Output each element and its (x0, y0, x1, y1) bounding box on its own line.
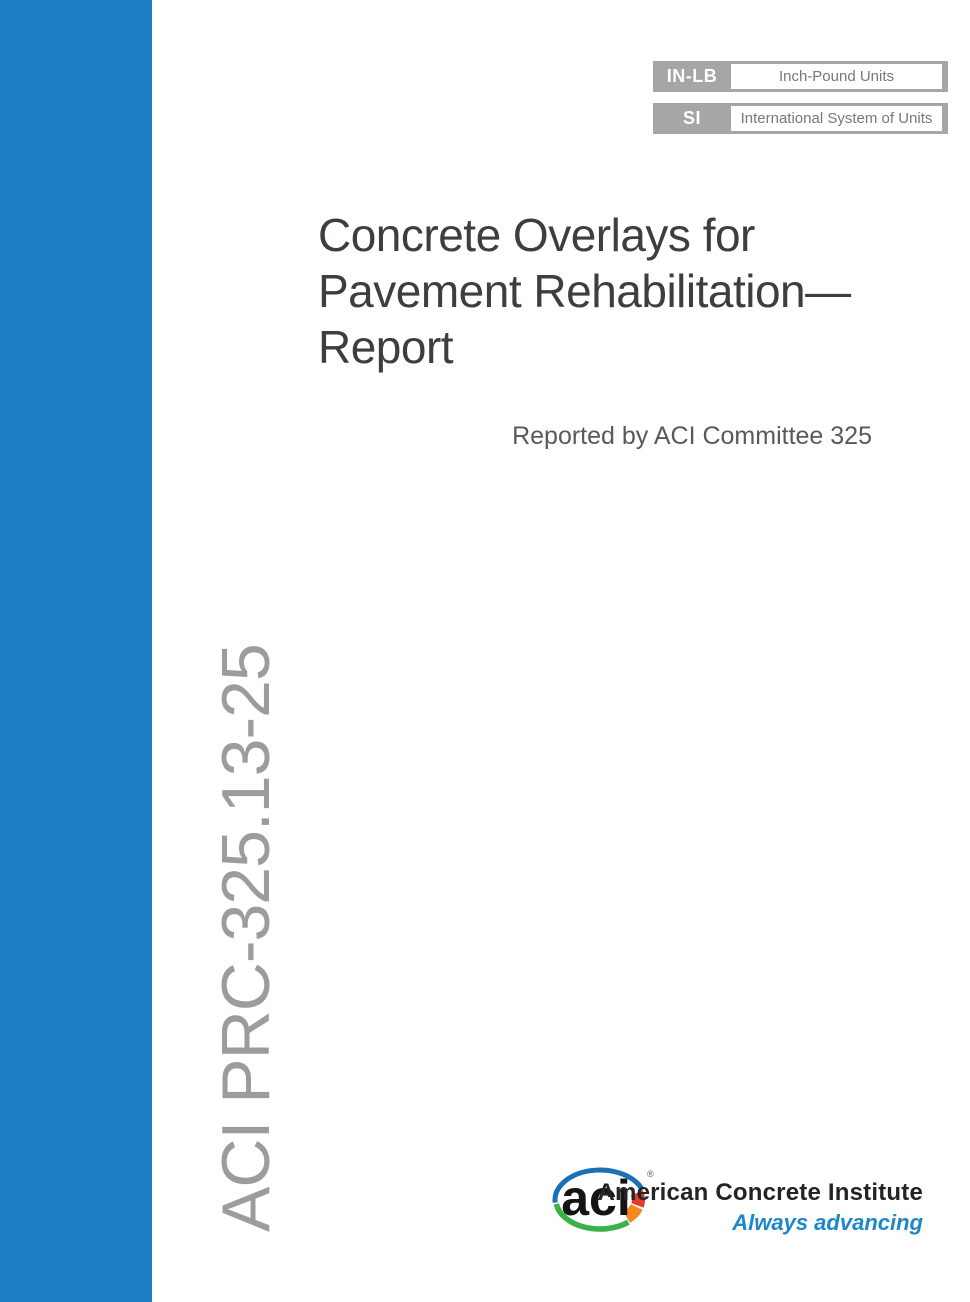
unit-badge-inlb-code: IN-LB (666, 66, 718, 86)
unit-badge-si-code: SI (682, 108, 701, 128)
organization-name: American Concrete Institute (597, 1179, 923, 1206)
unit-badge-si-label: International System of Units (731, 106, 942, 131)
registered-trademark-icon: ® (647, 1169, 654, 1179)
cover-accent-bar (0, 0, 152, 1302)
unit-system-badges (653, 61, 948, 134)
report-title-line-1: Concrete Overlays for (318, 209, 755, 261)
logo-mark-text: aci (561, 1170, 631, 1226)
unit-badge-si (653, 103, 948, 134)
organization-tagline: Always advancing (732, 1210, 923, 1235)
report-title-line-3: Report (318, 321, 454, 373)
committee-byline: Reported by ACI Committee 325 (512, 422, 872, 450)
unit-badge-inlb (653, 61, 948, 92)
report-title (318, 207, 851, 375)
document-code-vertical: ACI PRC-325.13-25 (208, 644, 284, 1232)
report-title-line-2: Pavement Rehabilitation— (318, 265, 851, 317)
organization-block (598, 1179, 923, 1236)
unit-badge-inlb-label: Inch-Pound Units (731, 64, 942, 89)
